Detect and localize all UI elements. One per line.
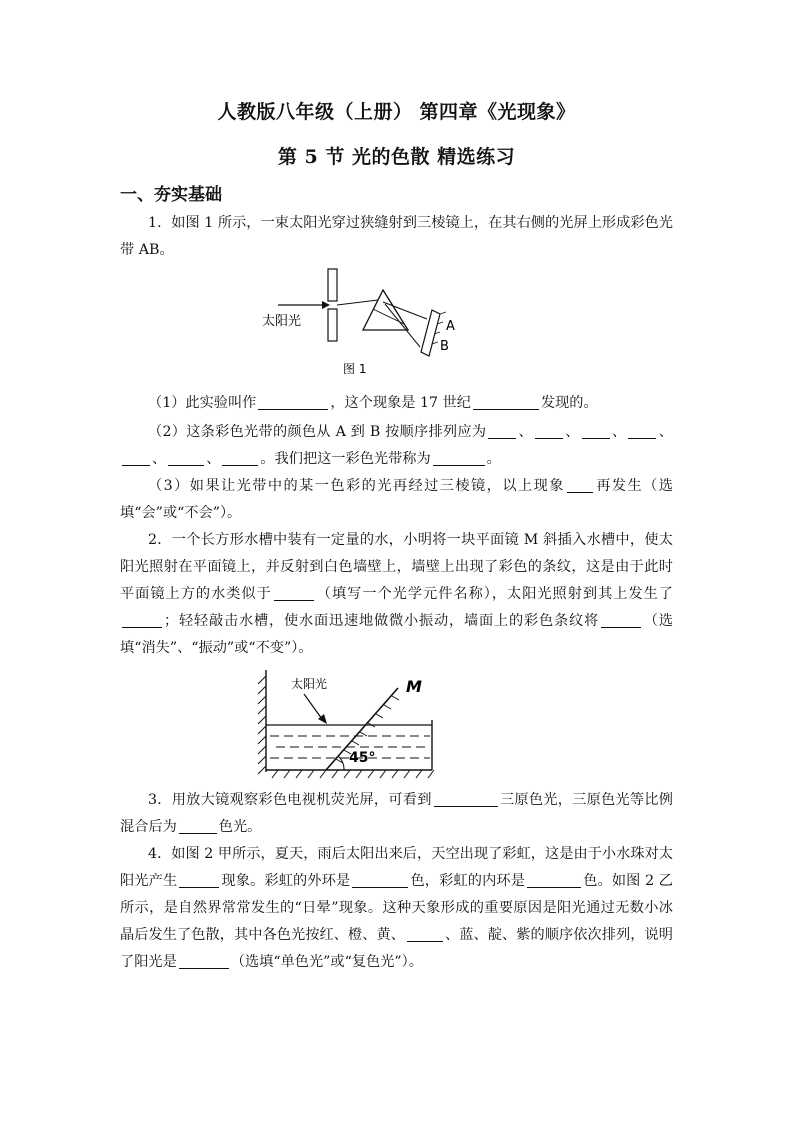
answer-blank[interactable]: [274, 584, 314, 601]
figure-1-prism-diagram: [0, 262, 793, 382]
question-1-part-2: （2）这条彩色光带的颜色从 A 到 B 按顺序排列应为 、 、 、 、、 、 。我们把这一彩色光带称为 。: [120, 419, 673, 473]
question-1-part-1: （1）此实验叫作 ，这个现象是 17 世纪 发现的。: [148, 395, 598, 411]
question-3-text: 3．用放大镜观察彩色电视机荧光屏，可看到 三原色光，三原色光等比例混合后为 色光。: [120, 792, 673, 835]
point-a-label: A: [446, 319, 455, 334]
question-1-stem: 1．如图 1 所示，一束太阳光穿过狭缝射到三棱镜上，在其右侧的光屏上形成彩色光带 AB。: [120, 215, 673, 258]
answer-blank[interactable]: [222, 449, 258, 466]
answer-blank[interactable]: [258, 393, 328, 410]
section-heading: 一、夯实基础: [120, 185, 222, 205]
figure-water-tank-mirror: [0, 664, 793, 784]
question-1-part-3: （3）如果让光带中的某一色彩的光再经过三棱镜，以上现象 再发生（选填“会”或“不会”）。: [120, 478, 673, 521]
answer-blank[interactable]: [535, 422, 563, 439]
answer-blank[interactable]: [352, 871, 408, 888]
answer-blank[interactable]: [122, 449, 150, 466]
answer-blank[interactable]: [488, 422, 516, 439]
answer-blank[interactable]: [473, 393, 539, 410]
answer-blank[interactable]: [601, 611, 641, 628]
slit-plate-top: [328, 269, 337, 301]
mirror-label: M: [406, 677, 422, 696]
answer-blank[interactable]: [582, 422, 610, 439]
page-subtitle: 第 5 节 光的色散 精选练习: [277, 146, 516, 168]
answer-blank[interactable]: [179, 871, 219, 888]
answer-blank[interactable]: [179, 952, 229, 969]
answer-blank[interactable]: [527, 871, 581, 888]
slit-plate-bottom: [328, 309, 337, 341]
answer-blank[interactable]: [433, 449, 485, 466]
arrow-head-icon: [322, 301, 330, 309]
answer-blank[interactable]: [122, 611, 162, 628]
answer-blank[interactable]: [407, 925, 443, 942]
answer-blank[interactable]: [628, 422, 656, 439]
question-2-text: 2．一个长方形水槽中装有一定量的水，小明将一块平面镜 M 斜插入水槽中，使太阳光照射在平面镜上，并反射到白色墙壁上，墙壁上出现了彩色的条纹，这是由于此时平面镜上方的水类似于 （填写一个光学元件名称），太阳光照射到其上发生了；轻轻敲击水槽，使水面迅速地做微小振动，墙面上的彩色条纹将 （选填“消失”、“振动”或“不变”）。: [120, 532, 673, 656]
question-4-text: 4．如图 2 甲所示，夏天，雨后太阳出来后，天空出现了彩虹，这是由于小水珠对太阳光产生 现象。彩虹的外环是 色，彩虹的内环是 色。如图 2 乙所示，是自然界常常发生的“日晕”现象。这种天象形成的重要原因是阳光通过无数小冰晶后发生了色散，其中各色光按红、橙、黄、 、蓝、靛、紫的顺序依次排列，说明了阳光是 （选填“单色光”或“复色光”）。: [120, 846, 673, 970]
answer-blank[interactable]: [567, 476, 593, 493]
answer-blank[interactable]: [179, 817, 217, 834]
answer-blank[interactable]: [168, 449, 204, 466]
sunlight-ray: [304, 694, 322, 719]
point-b-label: B: [440, 339, 449, 354]
angle-label: 45°: [349, 750, 376, 766]
sunlight-label: 太阳光: [262, 314, 302, 329]
page-title: 人教版八年级（上册） 第四章《光现象》: [217, 101, 576, 123]
answer-blank[interactable]: [434, 790, 498, 807]
sunlight-label: 太阳光: [291, 677, 328, 691]
figure-1-caption: 图 1: [343, 362, 367, 376]
